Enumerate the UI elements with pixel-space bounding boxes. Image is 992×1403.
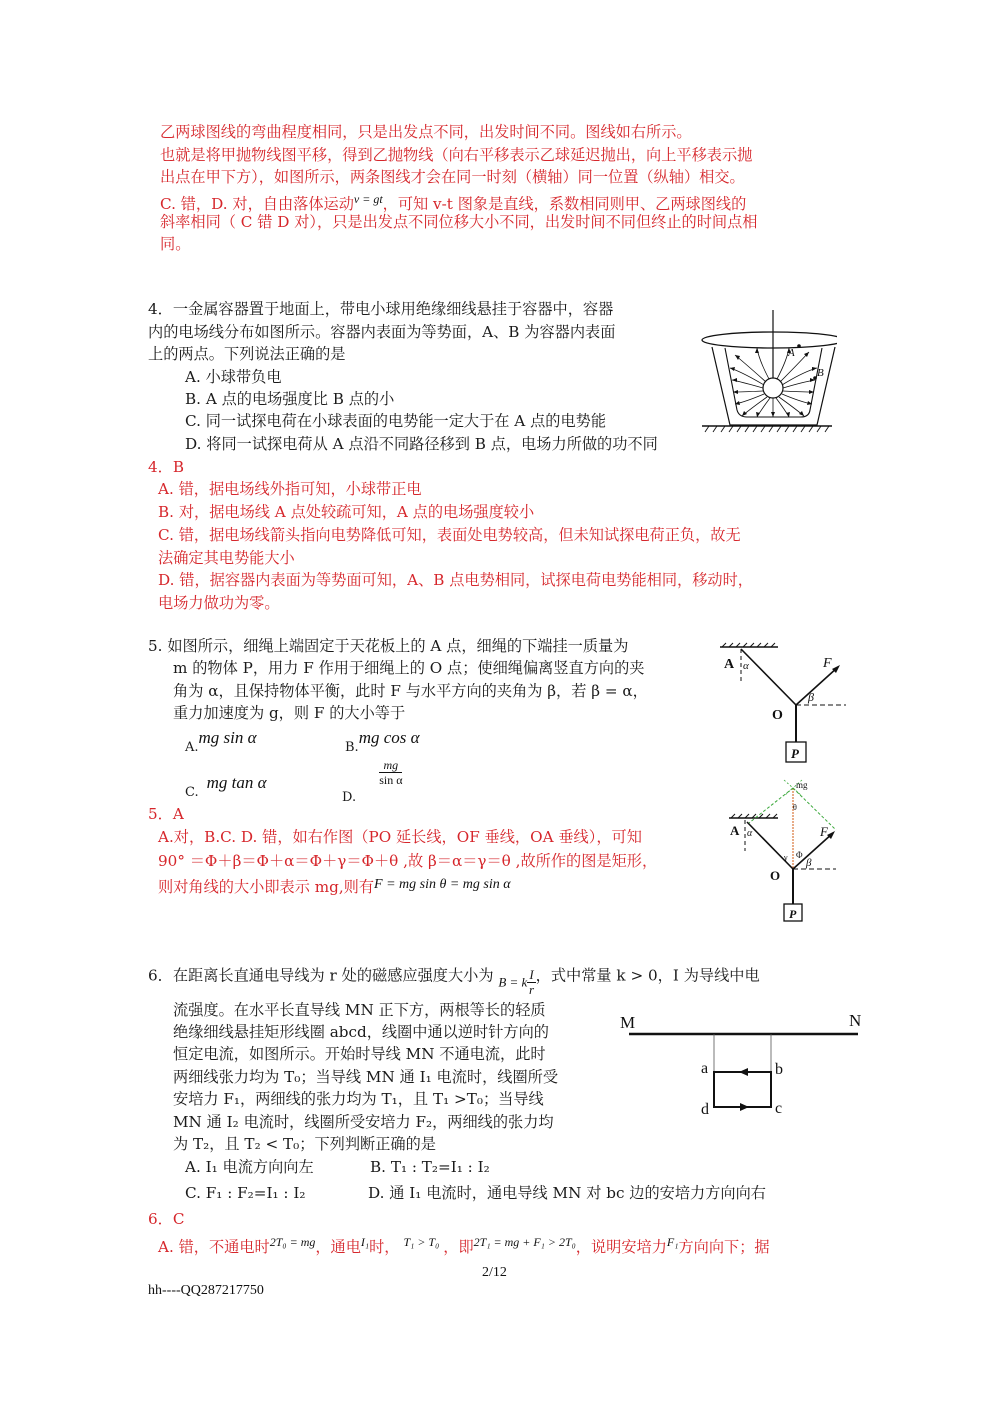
label-d: d — [701, 1101, 709, 1115]
q4-explanation-c-2: 法确定其电势能大小 — [158, 549, 295, 567]
q5-option-d-label: D. — [342, 790, 357, 805]
q6-answer: 6．C — [148, 1210, 185, 1228]
label-mg: mg — [796, 780, 808, 790]
q6-wire-coil-figure — [615, 1010, 870, 1115]
label-beta: β — [808, 690, 814, 704]
q6-expl-part-2: ，通电 — [315, 1238, 361, 1257]
q5-final-formula: F = mg sin θ = mg sin α — [374, 877, 511, 892]
force-f-line — [796, 667, 838, 705]
label-f: F — [823, 656, 832, 671]
formula-b-fraction — [527, 968, 535, 997]
label-gamma: γ — [784, 853, 788, 862]
formula-b-kir — [498, 968, 535, 997]
q3-explanation-line-4-a: C. 错，D. 对，自由落体运动 — [160, 195, 354, 214]
q5-figure — [712, 642, 872, 767]
q4-explanation-c-1: C. 错，据电场线箭头指向电势降低可知，表面处电势较高，但未知试探电荷正负，故无 — [158, 526, 741, 544]
label-a: A — [724, 657, 735, 672]
q6-option-a: A. I₁ 电流方向向左 — [185, 1158, 314, 1176]
label-m: M — [620, 1013, 636, 1032]
container-rim — [702, 332, 837, 348]
q6-stem-intro-tail: ，式中常量 k > 0，I 为导线中电 — [535, 966, 760, 985]
q4-container-figure — [697, 310, 837, 435]
formula-t1-gt-t0: T₁ > T₀ — [403, 1235, 440, 1249]
q3-explanation-line-5: 斜率相同（ C 错 D 对），只是出发点不同位移大小不同，出发时间不同但终止的时间点相 — [160, 213, 758, 231]
q5-option-d — [342, 758, 403, 805]
label-b: B — [817, 367, 824, 379]
q5-answer: 5．A — [148, 805, 184, 823]
q6-explanation-line-1 — [158, 1231, 770, 1258]
formula-i1: I₁ — [360, 1235, 370, 1249]
q5-option-a-expr: mg sin α — [198, 728, 257, 747]
q4-explanation-d-2: 电场力做功为零。 — [158, 594, 280, 612]
q4-stem-line-3: 上的两点。下列说法正确的是 — [148, 345, 346, 363]
q6-stem-line-2: 绝缘细线悬挂矩形线圈 abcd，线圈中通以逆时针方向的 — [173, 1023, 549, 1041]
label-a: a — [701, 1060, 709, 1077]
point-a-dot — [797, 344, 801, 348]
label-o: O — [772, 708, 783, 723]
label-o: O — [770, 868, 781, 883]
q4-answer: 4．B — [148, 458, 185, 476]
q6-stem-line-4: 两细线张力均为 T₀；当导线 MN 通 I₁ 电流时，线圈所受 — [173, 1068, 559, 1086]
q6-expl-part-6: 方向向下；据 — [678, 1238, 770, 1257]
q6-stem-line-0 — [148, 962, 760, 997]
q3-explanation-line-3: 出点在甲下方），如图所示，两条图线才会在同一时刻（横轴）同一位置（纵轴）相交。 — [160, 168, 745, 186]
formula-2t0-mg: 2T₀ = mg — [269, 1235, 316, 1249]
fraction-denominator: sin α — [379, 773, 403, 787]
q6-option-b: B. T₁ : T₂=I₁ : I₂ — [370, 1158, 490, 1176]
q5-stem-line-3: 角为 α，且保持物体平衡，此时 F 与水平方向的夹角为 β，若 β = α， — [173, 682, 648, 700]
coil-abcd — [714, 1072, 771, 1107]
q4-explanation-d-1: D. 错，据容器内表面为等势面可知，A、B 点电势相同，试探电荷电势能相同，移动时， — [158, 571, 753, 589]
label-a: A — [788, 347, 795, 359]
q5-option-c-label: C. — [185, 785, 199, 800]
q4-explanation-a: A. 错，据电场线外指可知，小球带正电 — [158, 480, 422, 498]
rope-ao — [741, 649, 796, 705]
label-p: P — [789, 907, 797, 921]
q5-explanation-line-3-text: 则对角线的大小即表示 mg,则有 — [158, 878, 375, 896]
formula-f1: F₁ — [666, 1235, 679, 1249]
label-alpha: α — [743, 660, 749, 672]
q4-option-a: A. 小球带负电 — [185, 368, 282, 386]
label-p: P — [791, 746, 799, 761]
fraction-denominator: r — [528, 982, 535, 997]
q6-stem-intro: 6．在距离长直通电导线为 r 处的磁感应强度大小为 — [148, 966, 494, 985]
q4-option-c: C. 同一试探电荷在小球表面的电势能一定大于在 A 点的电势能 — [185, 412, 607, 430]
label-b: b — [775, 1061, 783, 1078]
label-f: F — [820, 824, 828, 839]
q6-option-d: D. 通 I₁ 电流时，通电导线 MN 对 bc 边的安培力方向向右 — [368, 1184, 766, 1202]
q6-stem-line-3: 恒定电流，如图所示。开始时导线 MN 不通电流，此时 — [173, 1045, 546, 1063]
q6-stem-line-1: 流强度。在水平长直导线 MN 正下方，两根等长的轻质 — [173, 1001, 546, 1019]
q5-option-b-label: B. — [345, 740, 359, 755]
formula-b-lhs: B = k — [498, 974, 528, 990]
fraction-numerator: mg — [379, 758, 402, 773]
q4-stem-line-1: 4．一金属容器置于地面上，带电小球用绝缘细线悬挂于容器中，容器 — [148, 300, 614, 318]
q3-explanation-line-2: 也就是将甲抛物线图平移，得到乙抛物线（向右平移表示乙球延迟抛出，向上平移表示抛 — [160, 146, 753, 164]
q5-option-c-expr: mg tan α — [206, 773, 267, 792]
q4-stem-line-2: 内的电场线分布如图所示。容器内表面为等势面，A、B 为容器内表面 — [148, 323, 616, 341]
label-beta: β — [806, 857, 812, 869]
q5-construction-figure — [712, 776, 872, 924]
q3-explanation-line-1: 乙两球图线的弯曲程度相同，只是出发点不同，出发时间不同。图线如右所示。 — [160, 123, 692, 141]
q3-explanation-line-4-b: ，可知 v-t 图象是直线，系数相同则甲、乙两球图线的 — [382, 195, 747, 214]
q5-explanation-line-1: A.对，B.C. D. 错，如右作图（PO 延长线，OF 垂线，OA 垂线），可知 — [158, 828, 642, 846]
label-c: c — [775, 1100, 783, 1115]
q5-option-a-label: A. — [185, 740, 199, 755]
q4-explanation-b: B. 对，据电场线 A 点处较疏可知，A 点的电场强度较小 — [158, 503, 535, 521]
label-theta: θ — [793, 803, 797, 812]
of-perpendicular — [793, 788, 836, 830]
ground-hatch — [705, 426, 829, 432]
current-arrow-top — [739, 1068, 748, 1076]
q6-option-c: C. F₁ : F₂=I₁ : I₂ — [185, 1184, 306, 1202]
q3-explanation-line-6: 同。 — [160, 235, 191, 253]
q6-stem-line-6: MN 通 I₂ 电流时，线圈所受安培力 F₂，两细线的张力均 — [173, 1113, 554, 1131]
charged-ball — [763, 378, 783, 398]
q5-option-b — [345, 728, 420, 755]
label-n: N — [849, 1011, 862, 1030]
label-alpha: α — [747, 828, 753, 839]
q6-expl-part-5: ，说明安培力 — [575, 1238, 667, 1257]
formula-2t1: 2T₁ = mg + F₁ > 2T₀ — [473, 1235, 576, 1249]
current-arrow-bottom — [740, 1103, 749, 1111]
q5-explanation-line-2: 90° ＝Φ＋β＝Φ＋α＝Φ＋γ＝Φ＋θ ,故 β＝α＝γ＝θ ,故所作的图是矩形， — [158, 852, 658, 870]
q6-stem-line-5: 安培力 F₁，两细线的张力均为 T₁，且 T₁ >T₀；当导线 — [173, 1090, 544, 1108]
q6-expl-part-1: A. 错，不通电时 — [158, 1238, 270, 1257]
q5-option-a — [185, 728, 257, 755]
q6-stem-line-7: 为 T₂，且 T₂ < T₀；下列判断正确的是 — [173, 1135, 436, 1153]
label-phi: Φ — [796, 850, 803, 860]
page-number: 2/12 — [482, 1265, 507, 1280]
q4-option-b: B. A 点的电场强度比 B 点的小 — [185, 390, 395, 408]
footer-note: hh----QQ287217750 — [148, 1283, 264, 1298]
q6-expl-part-4: ，即 — [443, 1238, 474, 1257]
label-a: A — [730, 823, 740, 838]
q4-option-d: D. 将同一试探电荷从 A 点沿不同路径移到 B 点，电场力所做的功不同 — [185, 435, 658, 453]
q5-stem-line-4: 重力加速度为 g，则 F 的大小等于 — [173, 704, 406, 722]
q5-option-b-expr: mg cos α — [358, 728, 420, 747]
q6-expl-part-3: 时， — [369, 1238, 400, 1257]
q5-option-c — [185, 773, 267, 800]
q5-option-d-fraction — [379, 758, 402, 787]
fraction-numerator: I — [529, 967, 534, 982]
q5-explanation-line-3 — [158, 874, 511, 898]
formula-v-gt: v = gt — [353, 192, 383, 206]
q5-stem-line-1: 5. 如图所示，细绳上端固定于天花板上的 A 点，细绳的下端挂一质量为 — [148, 637, 629, 655]
q5-stem-line-2: m 的物体 P，用力 F 作用于细绳上的 O 点；使细绳偏离竖直方向的夹 — [173, 659, 645, 677]
